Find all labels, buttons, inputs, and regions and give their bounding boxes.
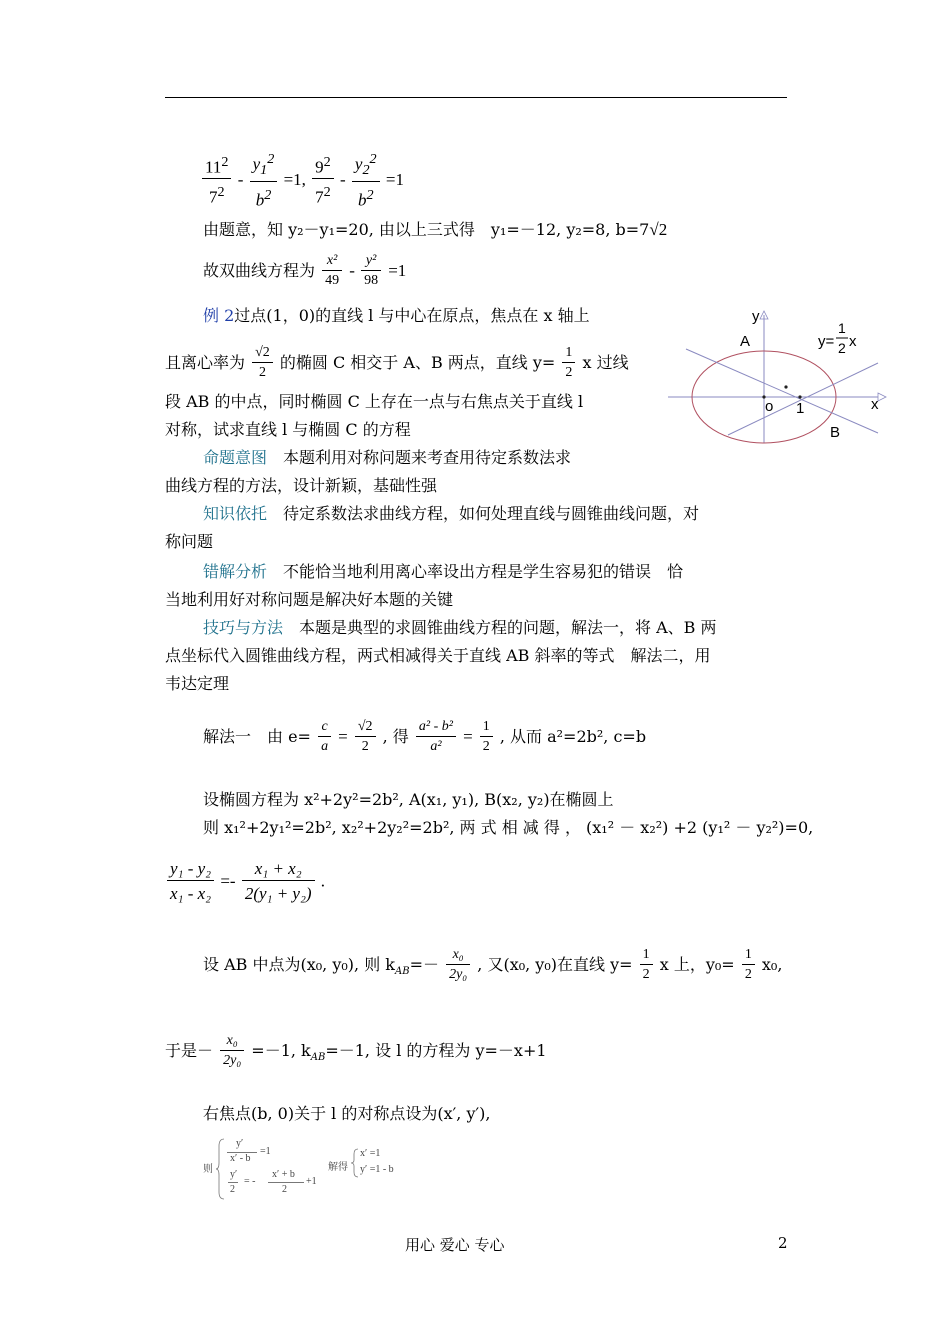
figure-frac-d: 2 <box>838 340 846 356</box>
figure-origin: o <box>765 398 774 415</box>
section-technique: 技巧与方法 本题是典型的求圆锥曲线方程的问题，解法一，将 A、B 两 <box>203 618 717 637</box>
figure-point-b: B <box>830 424 841 441</box>
section-technique-2: 点坐标代入圆锥曲线方程，两式相减得关于直线 AB 斜率的等式 解法二，用 <box>165 646 711 665</box>
example-line-2: 且离心率为 $\frac{√2}{2}$ 的椭圆 C 相交于 A、B 两点，直线 y= $\frac{1}{2}$ x 过线 <box>165 344 629 383</box>
section-error-2: 当地利用好对称问题是解决好本题的关键 <box>165 590 454 609</box>
figure-one: 1 <box>796 400 805 417</box>
equation-hyperbola-points: $\frac{11^2}{7^2}$ - $\frac{y_1^2}{b^2}$ =1, $\frac{9^2}{7^2}$ - $\frac{y_2^2}{b^2}$ =1 <box>200 148 404 214</box>
text-midpoint: 设 AB 中点为(x₀, y₀), 则 $k_{AB}=-$ $\frac{\text{x₀}}{\text{2y₀}}$ , 又(x₀, y₀)在直线 y= $\frac{1}{2}$ x 上，y₀= $\frac{1}{2}$ x₀, <box>203 946 782 985</box>
equation-slope: $\frac{\text{y₁ - y₂}}{\text{x₁ - x₂}}$ =- $\frac{\text{x₁ + x₂}}{\text{2(y₁ + y₂)}}$ . <box>165 858 325 907</box>
header-rule <box>165 97 787 98</box>
section-intent: 命题意图 本题利用对称问题来考查用待定系数法求 <box>203 448 572 467</box>
figure-line-label-pre: y= <box>818 333 835 350</box>
text-focus-symmetric: 右焦点(b, 0)关于 l 的对称点设为(x′, y′), <box>203 1104 491 1123</box>
equation-system: 则 y′ x′ - b =1 y′ 2 = - x′ + b 2 +1 解得 x′ =1 y′ =1 - b <box>200 1138 440 1202</box>
example-line-1: 例 2过点(1，0)的直线 l 与中心在原点，焦点在 x 轴上 <box>203 306 590 325</box>
example-line-3: 段 AB 的中点，同时椭圆 C 上存在一点与右焦点关于直线 l <box>165 392 584 411</box>
example-line-4: 对称，试求直线 l 与椭圆 C 的方程 <box>165 420 411 439</box>
section-error: 错解分析 不能恰当地利用离心率设出方程是学生容易犯的错误 恰 <box>203 562 684 581</box>
section-intent-2: 曲线方程的方法，设计新颖，基础性强 <box>165 476 438 495</box>
figure-line-label-post: x <box>849 333 857 350</box>
figure-y-label: y <box>752 308 760 325</box>
ellipse-figure <box>668 305 898 445</box>
figure-x-label: x <box>871 396 879 413</box>
section-knowledge-2: 称问题 <box>165 532 214 551</box>
section-technique-3: 韦达定理 <box>165 674 230 693</box>
footer-slogan: 用心 爱心 专心 <box>405 1236 505 1254</box>
page-number: 2 <box>778 1234 788 1252</box>
text-so: 于是－ $\frac{\text{x₀}}{\text{2y₀}}$ =－1, $k_{AB}=-1$, 设 l 的方程为 y=－x+1 <box>165 1032 547 1071</box>
figure-frac-n: 1 <box>838 320 846 336</box>
figure-point-a: A <box>740 333 751 350</box>
text-intent-line: 由题意，知 y₂－y₁=20, 由以上三式得 y₁=－12, y₂=8, b=7√2 <box>203 220 668 239</box>
example-label: 例 2 <box>203 306 235 325</box>
section-knowledge: 知识依托 待定系数法求曲线方程，如何处理直线与圆锥曲线问题，对 <box>203 504 700 523</box>
text-hyperbola-equation: 故双曲线方程为 $\frac{\text{x²}}{49}$ - $\frac{\text{y²}}{98}$ =1 <box>203 252 406 291</box>
text-subtract: 则 x₁²+2y₁²=2b², x₂²+2y₂²=2b², 两 式 相 减 得 ， (x₁² － x₂²) +2 (y₁² － y₂²)=0, <box>203 818 814 837</box>
solution-1: 解法一 由 e= $\frac{c}{a}$ = $\frac{√2}{2}$ , 得 $\frac{\text{a² - b²}}{\text{a²}}$ = $\frac{1}{2}$ , 从而 a²=2b², c=b <box>203 718 646 757</box>
text-ellipse-setup: 设椭圆方程为 x²+2y²=2b², A(x₁, y₁), B(x₂, y₂)在椭圆上 <box>203 790 614 809</box>
